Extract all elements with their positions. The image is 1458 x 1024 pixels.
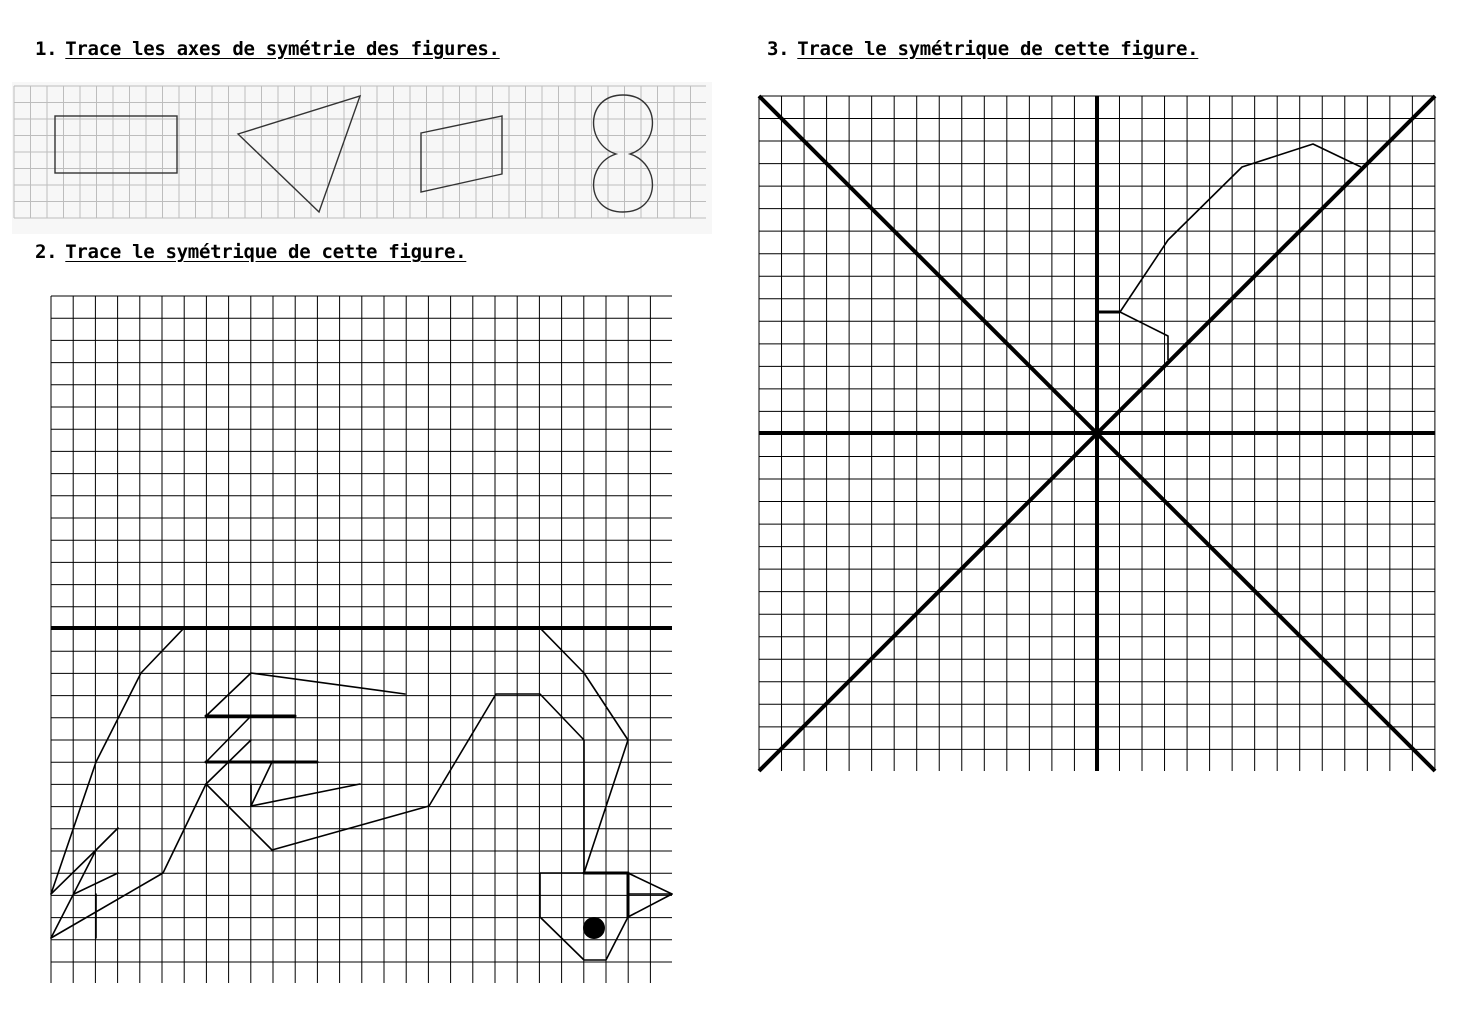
figure-outline <box>1097 312 1168 360</box>
exercise-3-panel <box>759 96 1435 771</box>
leaf-stroke <box>51 828 118 894</box>
exercise-2-grid-lines <box>51 296 672 983</box>
bird-neck-body <box>206 694 584 873</box>
leaf-stroke <box>74 873 118 894</box>
exercise-2-number: 2. <box>35 241 58 263</box>
wing-stroke <box>206 673 405 716</box>
bird-eye <box>583 917 605 939</box>
exercise-3-symmetry-axes <box>759 96 1435 771</box>
figure-outline <box>1120 144 1361 312</box>
exercise-3-instruction: Trace le symétrique de cette figure. <box>797 38 1199 60</box>
exercise-3-figure[interactable] <box>1097 144 1361 360</box>
exercise-2-panel <box>51 296 672 983</box>
exercise-1-panel <box>12 82 712 234</box>
exercise-1-number: 1. <box>35 38 58 60</box>
exercise-2-instruction: Trace le symétrique de cette figure. <box>65 241 467 263</box>
exercise-1-instruction: Trace les axes de symétrie des figures. <box>65 38 500 60</box>
exercise-3-number: 3. <box>767 38 790 60</box>
